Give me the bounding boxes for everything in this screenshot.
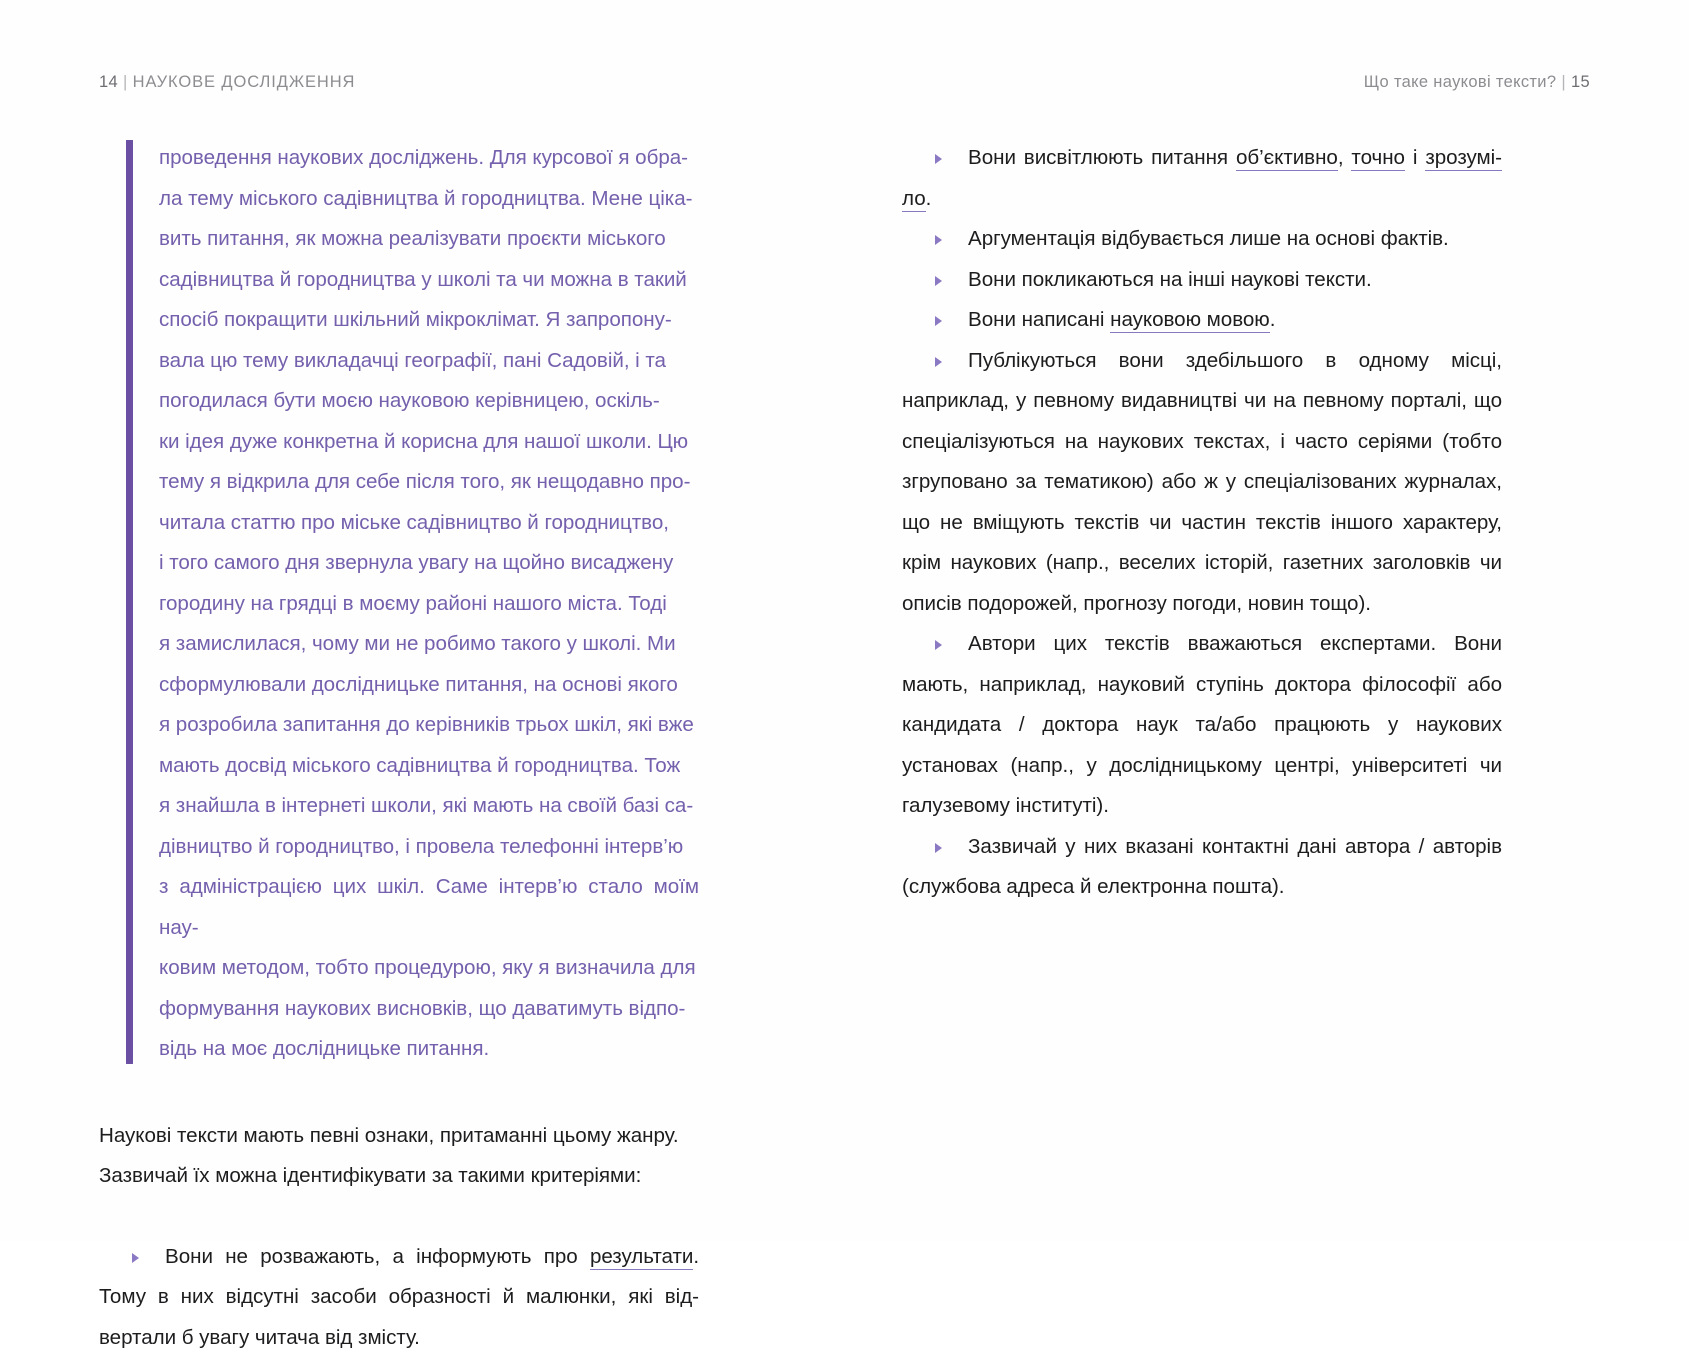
- list-item: [902, 219, 1502, 260]
- triangle-bullet-icon: [935, 357, 942, 367]
- underlined-term: результати: [590, 1245, 693, 1270]
- list-item: [902, 827, 1502, 908]
- triangle-bullet-icon: [935, 154, 942, 164]
- list-item-text: Зазвичай у них вказані контактні дані автора / авторів (службова адреса й електронна пошта).: [902, 835, 1502, 899]
- quote-accent-rule: [126, 140, 133, 1064]
- list-item-text: Вони покликаються на інші наукові тексти.: [968, 268, 1372, 291]
- triangle-bullet-icon: [935, 843, 942, 853]
- list-item-text: Автори цих текстів вважаються експертами. Вони мають, наприклад, науковий ступінь доктора філософії або кандидата / доктора наук та/або працюють у наукових установах (напр., у дослідницькому центрі, університеті чи галузевому інституті).: [902, 632, 1502, 817]
- list-item-lead: Вони висвітлюють питання: [968, 146, 1236, 169]
- triangle-bullet-icon: [935, 276, 942, 286]
- list-item-tail: .: [1270, 308, 1276, 331]
- folio-separator-left: |: [118, 73, 133, 91]
- list-item: [902, 260, 1502, 301]
- running-head-right-title: Що таке наукові тексти?: [1364, 73, 1557, 91]
- list-item-sep-2: і: [1405, 146, 1425, 169]
- list-item-text: Аргументація відбувається лише на основі фактів.: [968, 227, 1449, 250]
- running-head-left-title: НАУКОВЕ ДОСЛІДЖЕННЯ: [133, 73, 356, 91]
- list-item-sep-1: ,: [1338, 146, 1352, 169]
- underlined-term: зрозумі-ло: [902, 146, 1502, 212]
- triangle-bullet-icon: [935, 235, 942, 245]
- page-folio-left: 14: [99, 73, 118, 91]
- triangle-bullet-icon: [132, 1253, 139, 1263]
- quote-text: проведення наукових досліджень. Для курсової я обра- ла тему міського садівництва й городництва. Мене ціка- вить питання, як можна реалізувати проєкти міського садівництва й городництва у школі та чи можна в такий спосіб покращити шкільний мікроклімат. Я запропону- вала цю тему викладачці географії, пані Садовій, і та погодилася бути моєю науковою керівницею, оскіль- ки ідея дуже конкретна й корисна для нашої школи. Цю тему я відкрила для себе після того, як нещодавно про- читала статтю про міське садівництво й городництво, і того самого дня звернула увагу на щойно висаджену городину на грядці в моєму районі нашого міста. Тоді я замислилася, чому ми не робимо такого у школі. Ми сформулювали дослідницьке питання, на основі якого я розробила запитання до керівників трьох шкіл, які вже мають досвід міського садівництва й городництва. Тож я знайшла в інтернеті школи, які мають на своїй базі са- дівництво й городництво, і провела телефонні інтерв’ю з адміністрацією цих шкіл. Саме інтерв’ю стало моїм нау- ковим методом, тобто процедурою, яку я визначила для формування наукових висновків, що даватимуть відпо- відь на моє дослідницьке питання.: [159, 138, 699, 1070]
- list-item-period: .: [926, 187, 932, 210]
- purple-quote-block: [126, 138, 699, 1070]
- right-column: [902, 138, 1502, 908]
- page-folio-right: 15: [1571, 73, 1590, 91]
- triangle-bullet-icon: [935, 640, 942, 650]
- running-head-right: [1364, 73, 1590, 92]
- list-item-text: Публікуються вони здебільшого в одному місці, наприклад, у певному видавництві чи на певному порталі, що спеціалізуються на наукових текстах, і часто серіями (тобто згруповано за тематикою) або ж у спеціалізованих журналах, що не вміщують текстів чи частин текстів іншого характеру, крім наукових (напр., веселих історій, газетних заголовків чи описів подорожей, прогнозу погоди, новин тощо).: [902, 349, 1502, 615]
- underlined-term: об’єктивно: [1236, 146, 1338, 171]
- list-item: [902, 300, 1502, 341]
- underlined-term: науковою мовою: [1110, 308, 1270, 333]
- list-item-lead: Вони написані: [968, 308, 1110, 331]
- underlined-term: точно: [1351, 146, 1405, 171]
- left-criteria-list: [99, 1237, 699, 1358]
- list-item: [902, 138, 1502, 219]
- right-criteria-list: [902, 138, 1502, 908]
- intro-paragraph: Наукові тексти мають певні ознаки, притаманні цьому жанру. Зазвичай їх можна ідентифікувати за такими критеріями:: [99, 1116, 699, 1197]
- list-item-tail: . Тому в них відсутні засоби образності й малюнки, які від-вертали б увагу читача від змісту.: [99, 1245, 699, 1349]
- left-column: [99, 138, 699, 1358]
- triangle-bullet-icon: [935, 316, 942, 326]
- folio-separator-right: |: [1556, 73, 1571, 91]
- list-item: [902, 624, 1502, 827]
- list-item: [99, 1237, 699, 1358]
- running-head-left: [99, 73, 355, 92]
- list-item-lead: Вони не розважають, а інформують про: [165, 1245, 590, 1268]
- list-item: [902, 341, 1502, 625]
